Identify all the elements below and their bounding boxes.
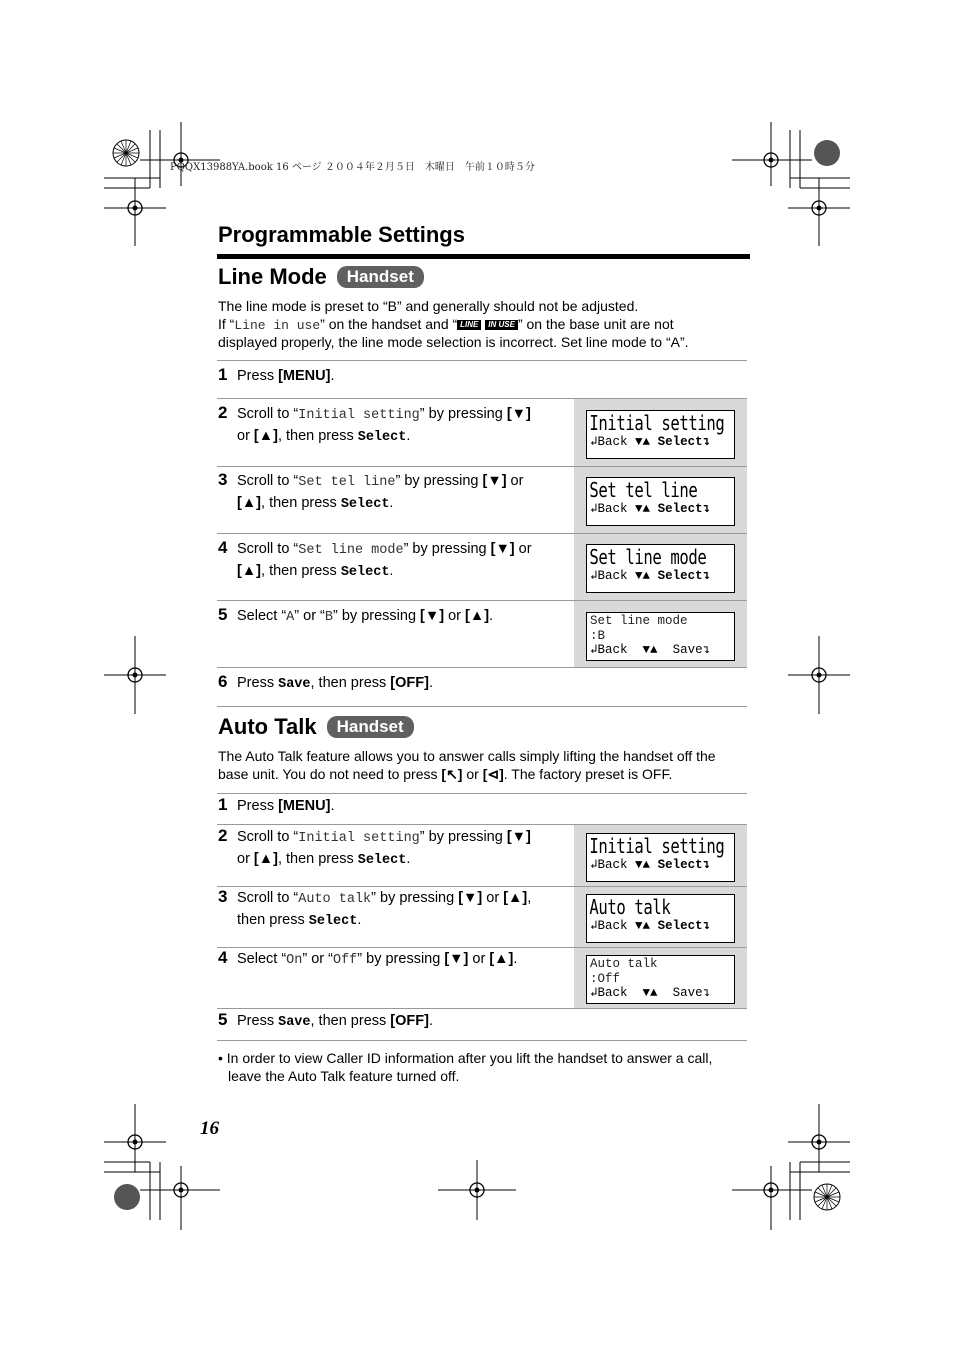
line-icon: LINE (457, 320, 481, 330)
auto-talk-step-2: 2 Scroll to “Initial setting” by pressing [▼] or [▲], then press Select. (218, 826, 531, 868)
section-rule (217, 254, 750, 259)
intro-line-3: displayed properly, the line mode selection is incorrect. Set line mode to “A”. (218, 334, 689, 350)
auto-talk-step-1: 1 Press [MENU]. (218, 795, 335, 814)
auto-talk-heading: Auto Talk (218, 714, 317, 739)
lcd-auto-talk: Auto talk ↲Back ▼▲ Select↴ (586, 894, 735, 943)
line-mode-step-3: 3 Scroll to “Set tel line” by pressing [▼] or [▲], then press Select. (218, 470, 524, 512)
handset-badge: Handset (327, 716, 414, 738)
intro-line-1: The Auto Talk feature allows you to answer calls simply lifting the handset off the (218, 748, 716, 764)
file-header: PQQX13988YA.book 16 ページ ２００４年２月５日 木曜日 午前１０時５分 (170, 162, 535, 173)
speaker-key-icon: [⊲] (482, 765, 504, 782)
bullet-icon: • (218, 1050, 223, 1066)
lcd-initial-setting: Initial setting ↲Back ▼▲ Select↴ (586, 410, 735, 459)
line-mode-step-2: 2 Scroll to “Initial setting” by pressing [▼] or [▲], then press Select. (218, 403, 531, 445)
divider (217, 360, 747, 361)
intro-line-1: The line mode is preset to “B” and generally should not be adjusted. (218, 298, 639, 314)
intro-line-2: If “Line in use” on the handset and “ LINE IN USE ” on the base unit are not (218, 315, 674, 333)
lcd-set-tel-line: Set tel line ↲Back ▼▲ Select↴ (586, 477, 735, 526)
line-mode-step-1: 1 Press [MENU]. (218, 365, 335, 384)
divider (217, 706, 747, 707)
intro-line-2: base unit. You do not need to press [↖] or [⊲]. The factory preset is OFF. (218, 765, 673, 782)
lcd-auto-talk-value: Auto talk :Off ↲Back ▼▲ Save↴ (586, 955, 735, 1004)
section-title: Programmable Settings (218, 222, 465, 247)
line-mode-title (218, 264, 424, 290)
divider (217, 1008, 747, 1009)
line-mode-heading: Line Mode (218, 264, 327, 289)
divider (217, 793, 747, 794)
in-use-icon: IN USE (485, 320, 518, 330)
lcd-initial-setting: Initial setting ↲Back ▼▲ Select↴ (586, 833, 735, 882)
divider (217, 1040, 747, 1041)
handset-badge: Handset (337, 266, 424, 288)
line-mode-step-4: 4 Scroll to “Set line mode” by pressing [▼] or [▲], then press Select. (218, 538, 532, 580)
divider (217, 600, 747, 601)
auto-talk-title (218, 714, 414, 740)
page-number: 16 (200, 1118, 219, 1139)
lcd-line-mode-value: Set line mode :B ↲Back ▼▲ Save↴ (586, 612, 735, 661)
divider (217, 667, 747, 668)
auto-talk-intro (218, 748, 748, 783)
note: • In order to view Caller ID information after you lift the handset to answer a call, leave the Auto Talk feature turned off. (218, 1050, 713, 1084)
lcd-set-line-mode: Set line mode ↲Back ▼▲ Select↴ (586, 544, 735, 593)
line-mode-step-5: 5 Select “A” or “B” by pressing [▼] or [▲]. (218, 605, 494, 625)
divider (217, 466, 747, 467)
talk-key-icon: [↖] (441, 765, 463, 782)
line-mode-intro (218, 298, 748, 352)
divider (217, 533, 747, 534)
auto-talk-step-4: 4 Select “On” or “Off” by pressing [▼] or [▲]. (218, 948, 518, 968)
auto-talk-step-3: 3 Scroll to “Auto talk” by pressing [▼] or [▲], then press Select. (218, 887, 532, 929)
line-mode-step-6: 6 Press Save, then press [OFF]. (218, 672, 433, 692)
auto-talk-step-5: 5 Press Save, then press [OFF]. (218, 1010, 433, 1030)
